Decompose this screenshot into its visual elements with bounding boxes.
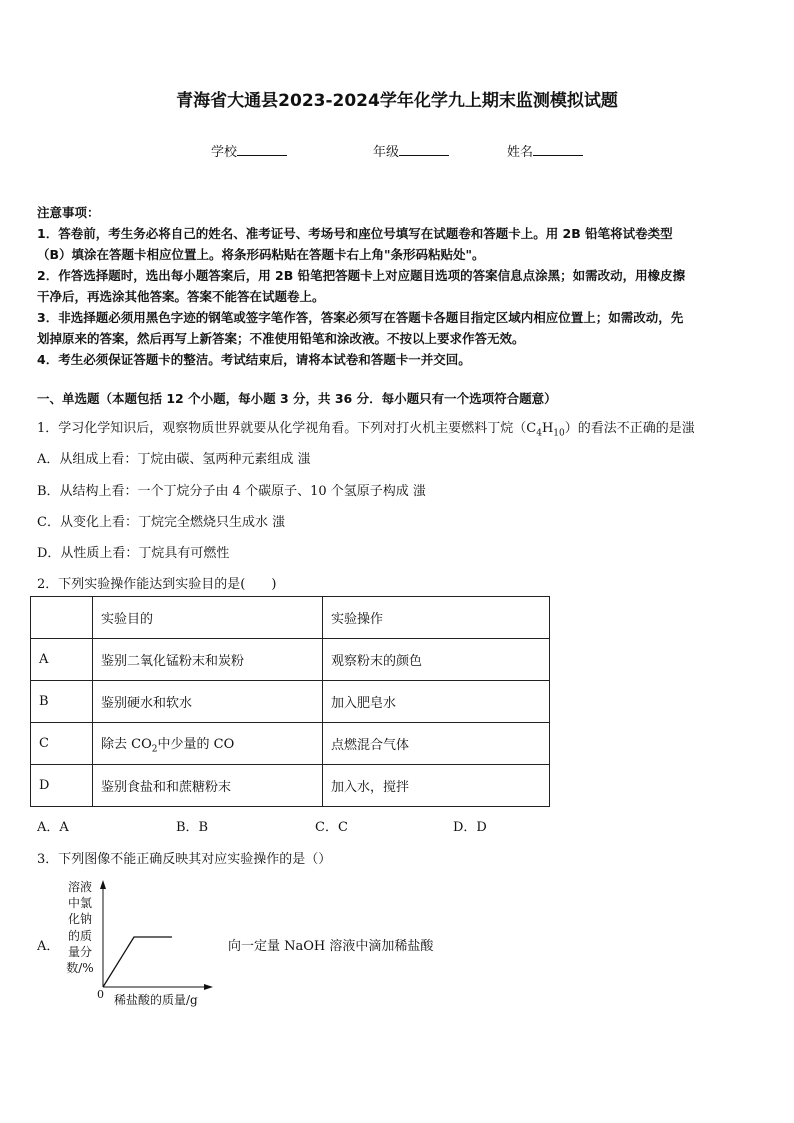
table-cell: 点燃混合气体 <box>323 723 550 765</box>
q1-stem-part: 1．学习化学知识后，观察物质世界就要从化学视角看。下列对打火机主要燃料丁烷（C <box>37 421 537 436</box>
q1-option-mark: 滍 <box>272 515 286 530</box>
graph-y-axis-label: 溶液中氯化钠的质量分数/% <box>66 880 94 976</box>
notice-heading: 注意事项： <box>37 205 100 220</box>
notice-line: 4．考生必须保证答题卡的整洁。考试结束后，请将本试卷和答题卡一并交回。 <box>37 352 471 367</box>
table-header-cell: 实验操作 <box>323 597 550 639</box>
notice-line: （B）填涂在答题卡相应位置上。将条形码粘贴在答题卡右上角"条形码粘贴处"。 <box>37 247 485 262</box>
table-cell: 鉴别食盐和和蔗糖粉末 <box>93 765 323 807</box>
notice-line: 2．作答选择题时，选出每小题答案后，用 2B 铅笔把答题卡上对应题目选项的答案信息点涂黑；如需改动，用橡皮擦 <box>37 268 686 283</box>
q1-stem-part: ）的看法不正确的是 <box>564 421 682 436</box>
notice-line: 3．非选择题必须用黑色字迹的钢笔或签字笔作答，答案必须写在答题卡各题目指定区域内相应位置上；如需改动，先 <box>37 310 684 325</box>
table-cell: 观察粉末的颜色 <box>323 639 550 681</box>
name-label: 姓名 <box>507 145 534 160</box>
q2-option-a[interactable]: A．A <box>37 820 69 835</box>
section-title: 一、单选题（本题包括 12 个小题，每小题 3 分，共 36 分．每小题只有一个选项符合题意） <box>37 391 557 406</box>
q2-option-c[interactable]: C．C <box>315 820 348 835</box>
table-cell: D <box>31 765 93 807</box>
notice-line: 干净后，再选涂其他答案。答案不能答在试题卷上。 <box>37 289 325 304</box>
q2-option-d[interactable]: D．D <box>453 820 487 835</box>
q1-option-mark: 滍 <box>412 484 426 499</box>
y-axis-arrow-icon <box>100 880 106 889</box>
question-2-stem: 2．下列实验操作能达到实验目的是( ) <box>37 577 277 592</box>
q1-stem-part: H <box>541 421 554 436</box>
table-cell: B <box>31 681 93 723</box>
cell-text: 除去 CO <box>101 736 152 752</box>
notice-line: 1．答卷前，考生务必将自己的姓名、准考证号、考场号和座位号填写在试题卷和答题卡上。用 2B 铅笔将试卷类型 <box>37 226 673 241</box>
q1-subscript: 10 <box>553 428 565 439</box>
q3-option-a-desc: 向一定量 NaOH 溶液中滴加稀盐酸 <box>228 939 434 954</box>
table-cell: 鉴别硬水和软水 <box>93 681 323 723</box>
q1-option-text: D．从性质上看：丁烷具有可燃性 <box>37 546 230 561</box>
cell-text: 中少量的 CO <box>157 736 235 752</box>
graph-curve <box>103 937 172 987</box>
q1-mark: 滍 <box>681 421 695 436</box>
q2-option-b[interactable]: B．B <box>176 820 209 835</box>
grade-label: 年级 <box>373 145 400 160</box>
table-cell: 加入水，搅拌 <box>323 765 550 807</box>
table-cell: A <box>31 639 93 681</box>
table-header-cell: 实验目的 <box>93 597 323 639</box>
cell-subscript: 2 <box>151 744 158 755</box>
q1-subscript: 4 <box>536 428 542 439</box>
school-label: 学校 <box>211 145 238 160</box>
q1-option-text: A．从组成上看：丁烷由碳、氢两种元素组成 <box>37 452 298 467</box>
graph-x-axis-label: 稀盐酸的质量/g <box>114 993 198 1007</box>
q1-option-text: C．从变化上看：丁烷完全燃烧只生成水 <box>37 515 273 530</box>
page-title: 青海省大通县2023-2024学年化学九上期末监测模拟试题 <box>176 91 618 111</box>
table-cell: C <box>31 723 93 765</box>
q1-option-mark: 滍 <box>297 452 311 467</box>
graph-origin-label: 0 <box>97 988 104 1001</box>
q1-option-text: B．从结构上看：一个丁烷分子由 4 个碳原子、10 个氢原子构成 <box>37 484 413 499</box>
table-cell: 加入肥皂水 <box>323 681 550 723</box>
q3-option-a-label[interactable]: A． <box>37 939 60 954</box>
table-cell: 鉴别二氧化锰粉末和炭粉 <box>93 639 323 681</box>
notice-line: 划掉原来的答案，然后再写上新答案；不准使用铅笔和涂改液。不按以上要求作答无效。 <box>37 331 525 346</box>
x-axis-arrow-icon <box>204 984 213 990</box>
question-3-stem: 3．下列图像不能正确反映其对应实验操作的是（） <box>37 852 332 867</box>
